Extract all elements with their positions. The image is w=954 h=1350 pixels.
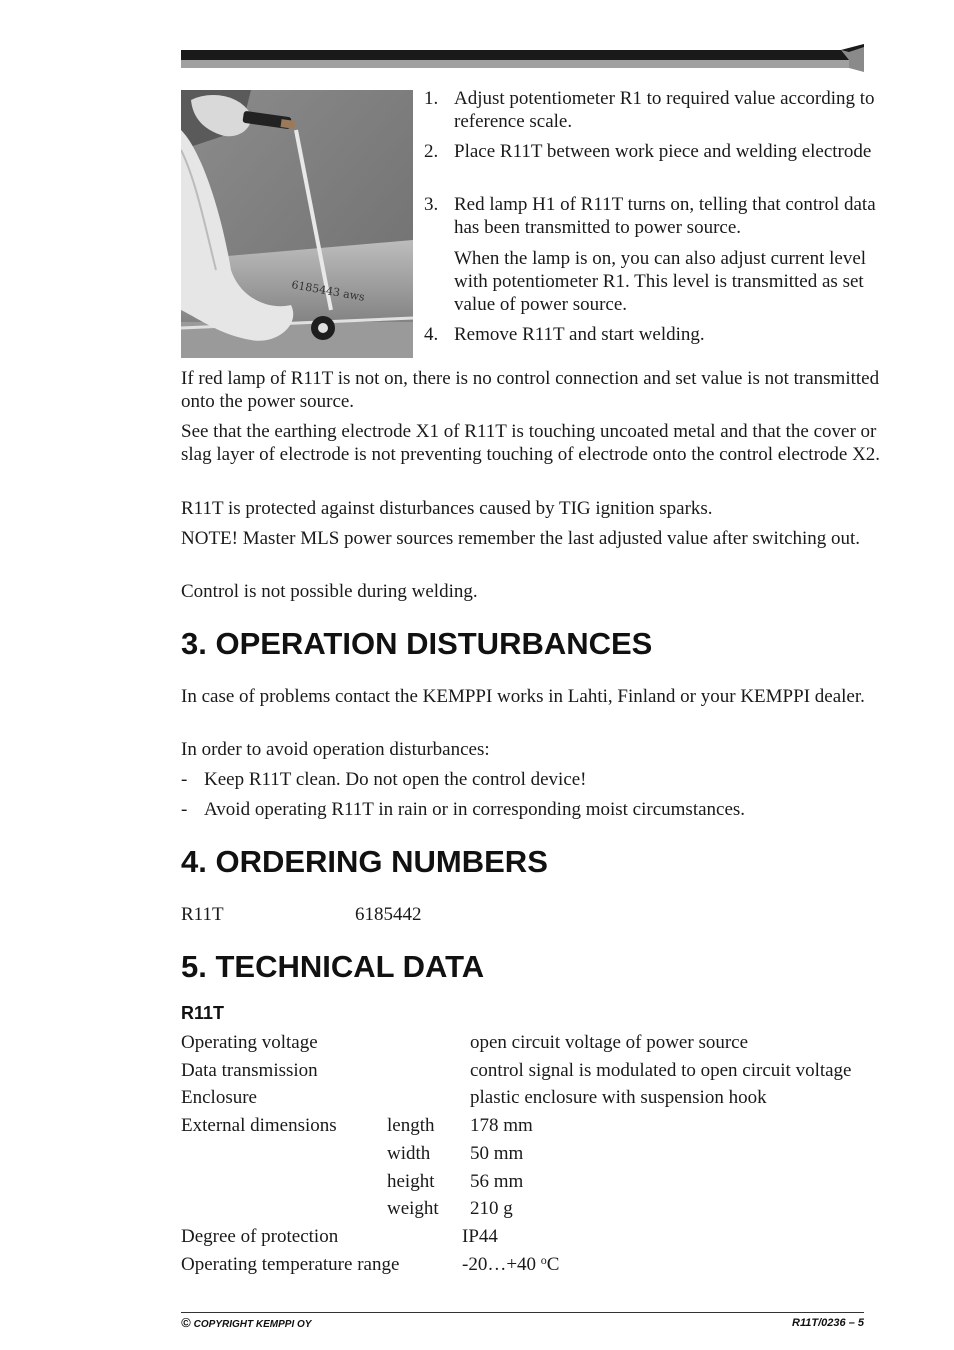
paragraph: If red lamp of R11T is not on, there is no control connection and set value is not transmitted onto the power source. [181,368,880,412]
spec-label: External dimensions [181,1115,337,1136]
paragraph: In order to avoid operation disturbances: [181,739,490,760]
spec-value: 210 g [470,1198,513,1219]
spec-label: Enclosure [181,1087,257,1108]
step-number: 2. [424,141,439,162]
spec-value: 56 mm [470,1171,524,1192]
spec-label: Degree of protection [181,1226,339,1247]
temp-range: -20…+40 [462,1254,537,1275]
section-3-heading: 3. OPERATION DISTURBANCES [181,626,653,661]
copyright-text: COPYRIGHT KEMPPI OY [193,1319,312,1330]
bullet-mark: - [181,769,188,790]
step-text: Adjust potentiometer R1 to required value according to reference scale. [454,88,875,132]
plate-marking: 6185443 aws [290,278,366,304]
step-text: Place R11T between work piece and welding electrode [454,141,872,162]
tech-subtitle: R11T [181,1003,225,1023]
bullet-mark: - [181,799,188,820]
step-number: 4. [424,324,439,345]
footer-copyright [181,1316,311,1332]
welding-photo [181,90,413,358]
paragraph: In case of problems contact the KEMPPI works in Lahti, Finland or your KEMPPI dealer. [181,686,865,707]
spec-value-temperature [462,1253,559,1276]
spec-sublabel: length [387,1115,435,1136]
spec-label: Operating temperature range [181,1254,400,1275]
paragraph: See that the earthing electrode X1 of R11T is touching uncoated metal and that the cover or slag layer of electrode is not preventing touching of electrode onto the control electrode X2. [181,421,881,465]
paragraph: R11T is protected against disturbances caused by TIG ignition sparks. [181,498,713,519]
spec-value: 178 mm [470,1115,533,1136]
header-bar [181,44,864,72]
spec-label: Data transmission [181,1060,318,1081]
spec-value: IP44 [462,1226,498,1247]
spec-sublabel: weight [387,1198,439,1219]
footer-doc-number: R11T/0236 – 5 [792,1317,864,1329]
step-text: Red lamp H1 of R11T turns on, telling that control data has been transmitted to power source. [454,194,876,238]
spec-sublabel: height [387,1171,435,1192]
order-product: R11T [181,904,224,925]
paragraph: NOTE! Master MLS power sources remember the last adjusted value after switching out. [181,528,861,549]
step-text: Remove R11T and start welding. [454,324,705,345]
spec-value: control signal is modulated to open circuit voltage [470,1060,852,1081]
paragraph: Control is not possible during welding. [181,581,478,602]
copyright-icon: © [181,1315,191,1330]
step-text: When the lamp is on, you can also adjust current level with potentiometer R1. This level is transmitted as set value of power source. [454,248,867,315]
bullet-item: Avoid operating R11T in rain or in corresponding moist circumstances. [204,799,746,820]
spec-value: open circuit voltage of power source [470,1032,749,1053]
footer-rule [181,1312,864,1313]
step-number: 1. [424,88,439,109]
temp-unit: C [546,1254,560,1275]
section-4-heading: 4. ORDERING NUMBERS [181,844,548,879]
order-number: 6185442 [355,904,422,925]
spec-sublabel: width [387,1143,431,1164]
spec-label: Operating voltage [181,1032,318,1053]
spec-value: plastic enclosure with suspension hook [470,1087,767,1108]
section-5-heading: 5. TECHNICAL DATA [181,949,485,984]
degree-mark: o [540,1253,547,1267]
spec-value: 50 mm [470,1143,524,1164]
bullet-item: Keep R11T clean. Do not open the control device! [204,769,587,790]
step-number: 3. [424,194,439,215]
